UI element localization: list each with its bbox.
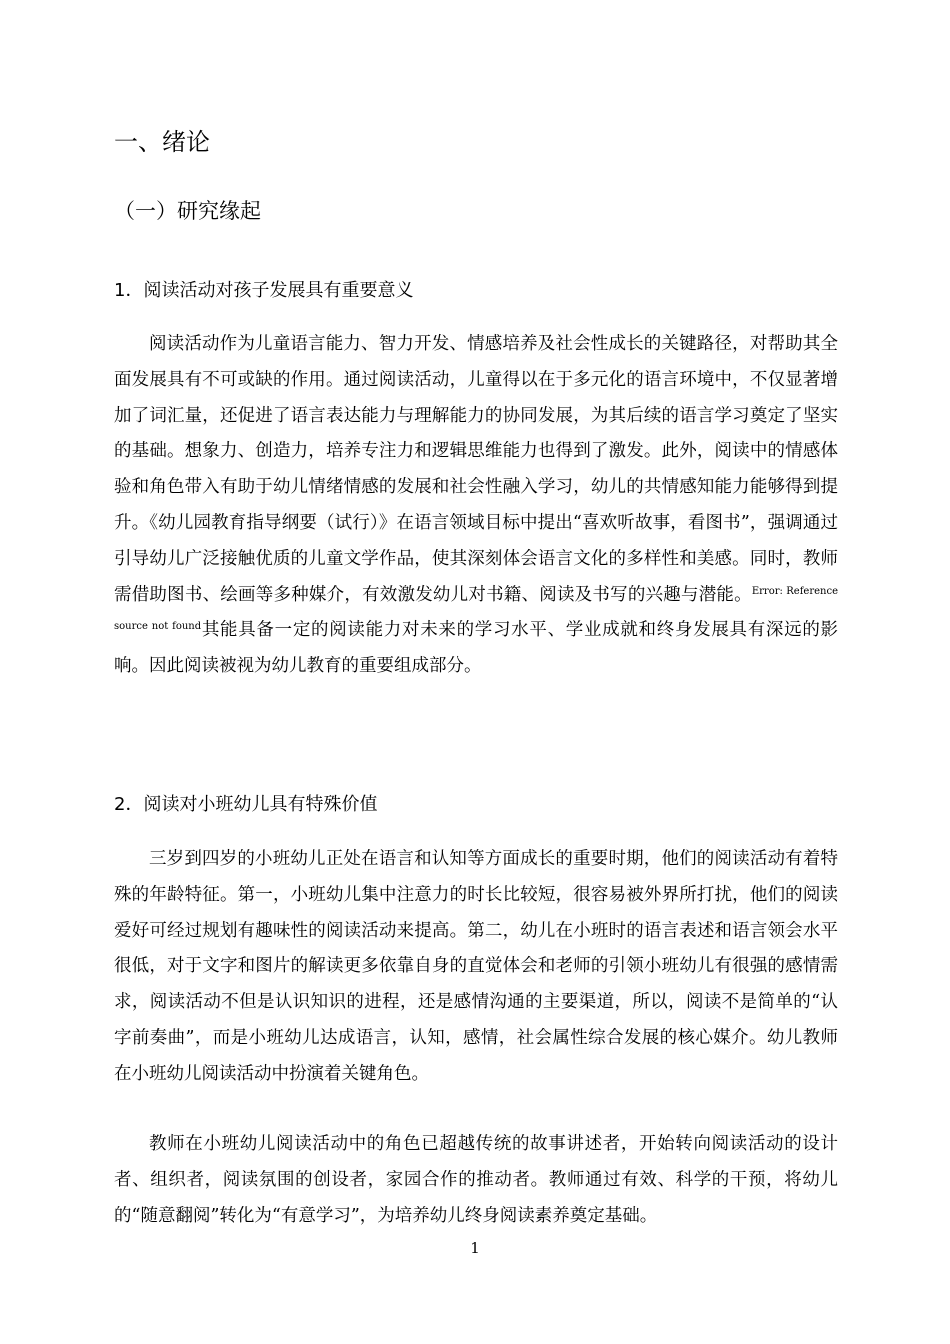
subsection-2-title: 2．阅读对小班幼儿具有特殊价值 [114, 794, 378, 815]
reference-error: Error: Reference source not found [114, 585, 838, 633]
chapter-heading: 一、绪论 [114, 128, 210, 156]
subsection-1-title: 1．阅读活动对孩子发展具有重要意义 [114, 280, 414, 301]
paragraph-text-before-ref: 阅读活动作为儿童语言能力、智力开发、情感培养及社会性成长的关键路径，对帮助其全面发展具有不可或缺的作用。通过阅读活动，儿童得以在于多元化的语言环境中，不仅显著增加了词汇量，还促进了语言表达能力与理解能力的协同发展，为其后续的语言学习奠定了坚实的基础。想象力、创造力，培养专注力和逻辑思维能力也得到了激发。此外，阅读中的情感体验和角色带入有助于幼儿情绪情感的发展和社会性融入学习，幼儿的共情感知能力能够得到提升。《幼儿园教育指导纲要（试行）》在语言领域目标中提出“喜欢听故事，看图书”，强调通过引导幼儿广泛接触优质的儿童文学作品，使其深刻体会语言文化的多样性和美感。同时，教师需借助图书、绘画等多种媒介，有效激发幼儿对书籍、阅读及书写的兴趣与潜能。 [114, 334, 838, 605]
page-number: 1 [470, 1239, 480, 1257]
subsection-2-paragraph-1: 三岁到四岁的小班幼儿正处在语言和认知等方面成长的重要时期，他们的阅读活动有着特殊的年龄特征。第一，小班幼儿集中注意力的时长比较短，很容易被外界所打扰，他们的阅读爱好可经过规划有趣味性的阅读活动来提高。第二，幼儿在小班时的语言表述和语言领会水平很低，对于文字和图片的解读更多依靠自身的直觉体会和老师的引领小班幼儿有很强的感情需求，阅读活动不但是认识知识的进程，还是感情沟通的主要渠道，所以，阅读不是简单的“认字前奏曲”，而是小班幼儿达成语言，认知，感情，社会属性综合发展的核心媒介。幼儿教师在小班幼儿阅读活动中扮演着关键角色。 [114, 849, 838, 1084]
subsection-2-paragraph-2: 教师在小班幼儿阅读活动中的角色已超越传统的故事讲述者，开始转向阅读活动的设计者、组织者，阅读氛围的创设者，家园合作的推动者。教师通过有效、科学的干预，将幼儿的“随意翻阅”转化为“有意学习”，为培养幼儿终身阅读素养奠定基础。 [114, 1134, 838, 1226]
section-heading: （一）研究缘起 [114, 199, 261, 223]
subsection-1-paragraph [114, 327, 838, 685]
paragraph-text-after-ref: 其能具备一定的阅读能力对未来的学习水平、学业成就和终身发展具有深远的影响。因此阅读被视为幼儿教育的重要组成部分。 [114, 620, 839, 677]
